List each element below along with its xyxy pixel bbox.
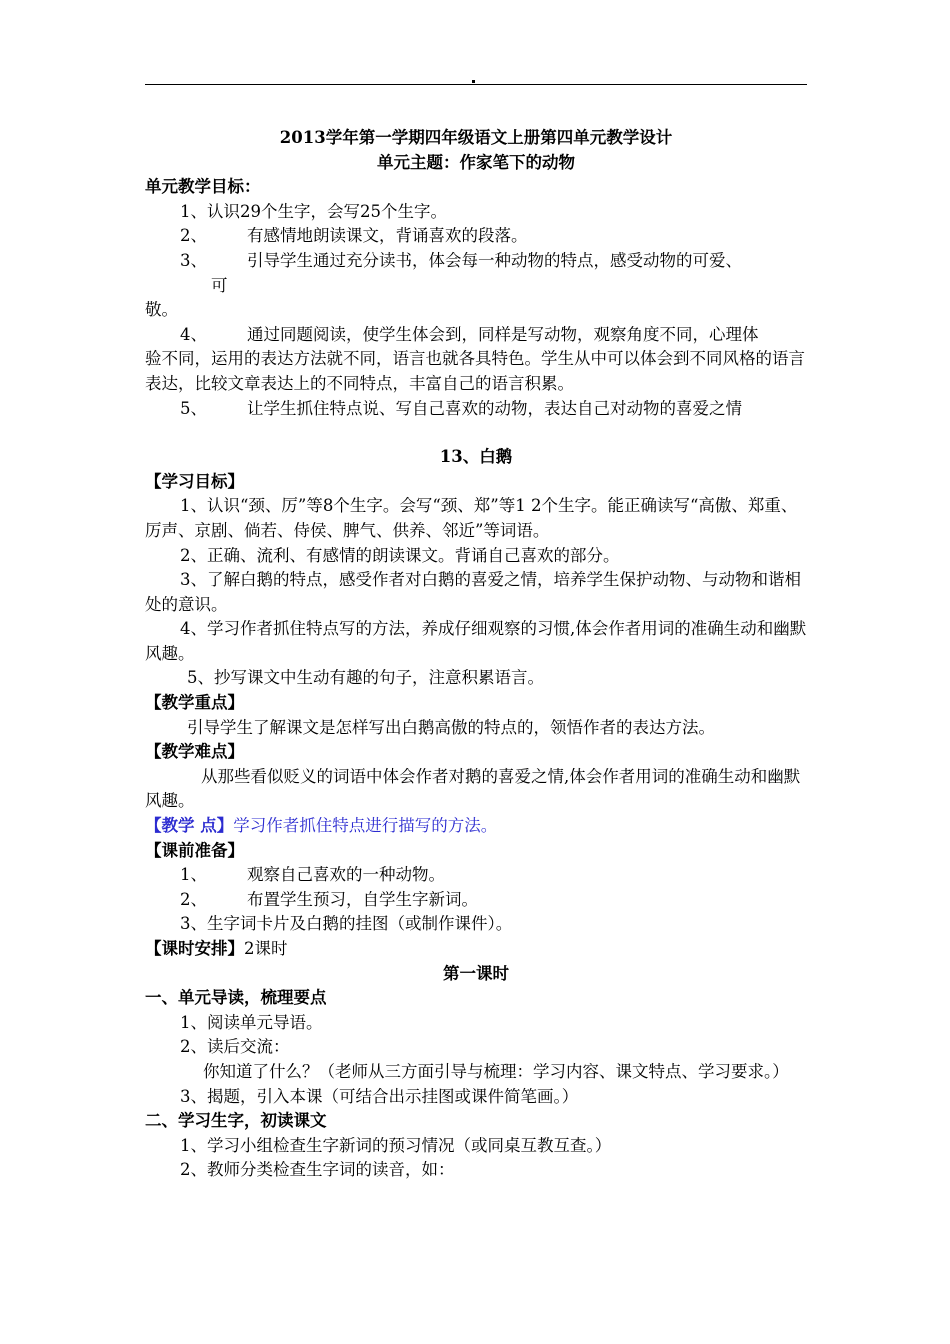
- unit-goal-2-text: 有感情地朗读课文，背诵喜欢的段落。: [247, 226, 528, 246]
- section-1-heading: 一、单元导读，梳理要点: [145, 988, 327, 1008]
- unit-goal-3-continuation-2: 敬。: [145, 300, 178, 320]
- study-goal-4: 4、学习作者抓住特点写的方法，养成仔细观察的习惯,体会作者用词的准确生动和幽默风趣。: [145, 619, 807, 663]
- unit-theme: 单元主题：作家笔下的动物: [377, 152, 575, 172]
- preparation-heading: 【课前准备】: [145, 840, 244, 860]
- section-1-item-1: 1、阅读单元导语。: [180, 1012, 323, 1032]
- section-2-item-2: 2、教师分类检查生字词的读音，如：: [180, 1160, 455, 1180]
- schedule-heading: 【课时安排】: [145, 939, 244, 958]
- section-1-item-2-detail: 你知道了什么？（老师从三方面引导与梳理：学习内容、课文特点、学习要求。）: [203, 1061, 789, 1081]
- preparation-2-text: 布置学生预习，自学生字新词。: [247, 889, 478, 909]
- preparation-2-number: 2、: [180, 889, 207, 909]
- unit-goals-heading: 单元教学目标：: [145, 177, 261, 197]
- unit-goal-4-text: 通过同题阅读，使学生体会到，同样是写动物，观察角度不同，心理体: [247, 324, 759, 344]
- key-point-heading: 【教学重点】: [145, 693, 244, 713]
- preparation-1: [145, 863, 807, 888]
- schedule-text: 2课时: [244, 939, 288, 958]
- document-title: 2013学年第一学期四年级语文上册第四单元教学设计: [279, 128, 673, 147]
- section-1-item-3: 3、揭题，引入本课（可结合出示挂图或课件简笔画。）: [180, 1086, 579, 1106]
- document-body: [145, 126, 807, 1183]
- preparation-1-text: 观察自己喜欢的一种动物。: [247, 865, 445, 885]
- unit-goal-4-continuation: 验不同，运用的表达方法就不同，语言也就各具特色。学生从中可以体会到不同风格的语言表达，比较文章表达上的不同特点，丰富自己的语言积累。: [145, 349, 805, 393]
- header-rule-mark: [472, 80, 475, 83]
- study-goals-heading: 【学习目标】: [145, 471, 244, 491]
- header-rule: [145, 84, 807, 85]
- difficulty-text: 从那些看似贬义的词语中体会作者对鹅的喜爱之情,体会作者用词的准确生动和幽默风趣。: [145, 766, 801, 811]
- unit-goal-3: [145, 249, 807, 274]
- first-period-title: 第一课时: [443, 963, 509, 983]
- unit-goal-2: [145, 224, 807, 249]
- unit-goal-3-number: 3、: [180, 250, 207, 270]
- unit-goal-4-number: 4、: [180, 324, 207, 344]
- unit-goal-3-text: 引导学生通过充分读书，体会每一种动物的特点，感受动物的可爱、: [247, 250, 742, 270]
- unit-goal-3-continuation-1: 可: [211, 275, 228, 295]
- unit-goal-2-number: 2、: [180, 226, 207, 246]
- section-2-item-1: 1、学习小组检查生字新词的预习情况（或同桌互教互查。）: [180, 1135, 612, 1155]
- teaching-point-label: 【教学 点】: [145, 816, 234, 836]
- unit-goal-5-number: 5、: [180, 398, 207, 418]
- schedule: [145, 937, 807, 962]
- teaching-point: [145, 814, 807, 839]
- study-goal-2: 2、正确、流利、有感情的朗读课文。背诵自己喜欢的部分。: [180, 545, 620, 565]
- lesson-title: 13、白鹅: [439, 447, 513, 467]
- unit-goal-1: 1、认识29个生字，会写25个生字。: [180, 201, 447, 221]
- key-point-text: 引导学生了解课文是怎样写出白鹅高傲的特点的，领悟作者的表达方法。: [187, 717, 715, 737]
- teaching-point-text: 学习作者抓住特点进行描写的方法。: [233, 816, 498, 836]
- unit-goal-4: [145, 323, 807, 348]
- unit-goal-5-text: 让学生抓住特点说、写自己喜欢的动物，表达自己对动物的喜爱之情: [247, 398, 742, 418]
- preparation-3: 3、生字词卡片及白鹅的挂图（或制作课件）。: [180, 914, 513, 934]
- preparation-1-number: 1、: [180, 865, 207, 885]
- preparation-2: [145, 888, 807, 913]
- section-1-item-2: 2、读后交流：: [180, 1037, 290, 1057]
- study-goal-5: 5、抄写课文中生动有趣的句子，注意积累语言。: [187, 668, 544, 688]
- section-2-heading: 二、学习生字，初读课文: [145, 1111, 327, 1131]
- difficulty-heading: 【教学难点】: [145, 742, 244, 762]
- study-goal-1: 1、认识“颈、厉”等8个生字。会写“颈、郑”等1 2个生字。能正确读写“高傲、郑重、厉声、京剧、倘若、侍侯、脾气、供养、邻近”等词语。: [145, 496, 798, 540]
- unit-goal-5: [145, 397, 807, 422]
- study-goal-3: 3、了解白鹅的特点，感受作者对白鹅的喜爱之情，培养学生保护动物、与动物和谐相处的意识。: [145, 570, 801, 614]
